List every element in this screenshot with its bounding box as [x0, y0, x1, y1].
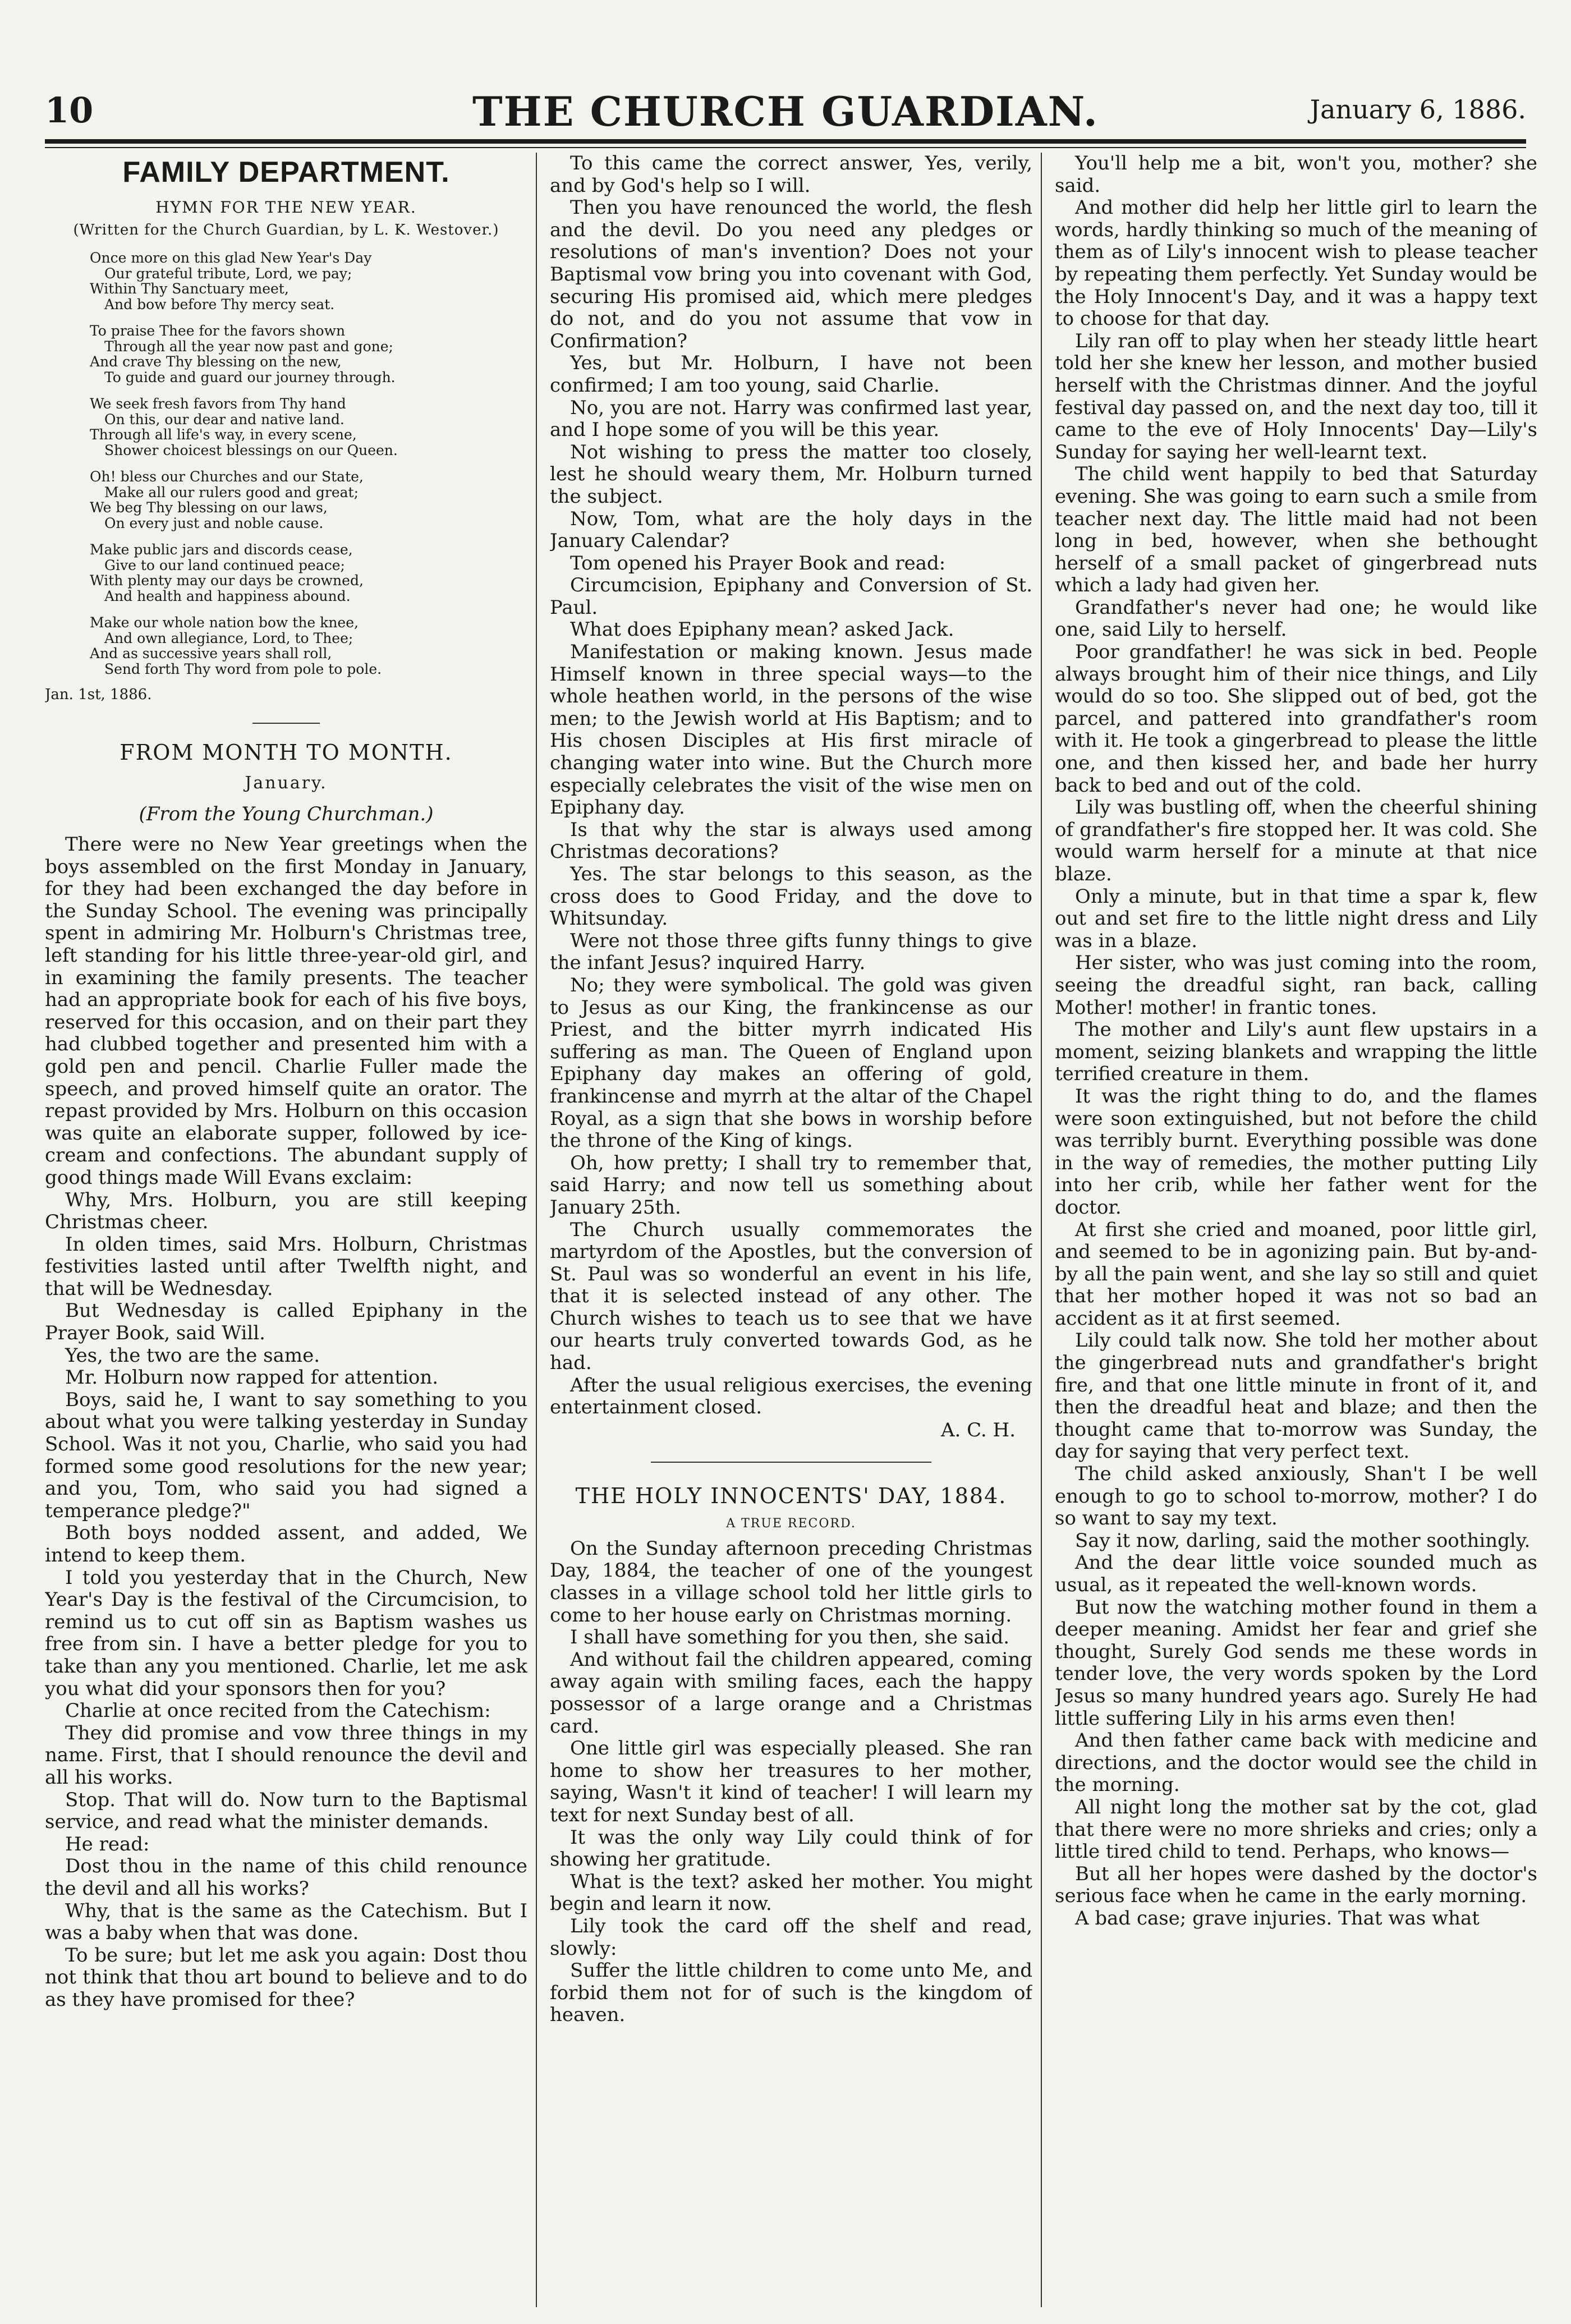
paragraph: Lily ran off to play when her steady little heart told her she knew her lesson, and mother busied herself with the Christmas dinner. And the joyful festival day passed on, and the next day too, till it came to the eve of Holy Innocents' Day—Lily's Sunday for saying her well-learnt text.	[1055, 329, 1537, 463]
paragraph: And the dear little voice sounded much as usual, as it repeated the well-known words.	[1055, 1551, 1537, 1596]
paragraph: What does Epiphany mean? asked Jack.	[570, 618, 954, 641]
paragraph: And mother did help her little girl to learn the words, hardly thinking so much of the meaning of them as of Lily's innocent wish to please teacher by repeating them perfectly. Yet Sunday would be the Holy Innocent's Day, and it was a happy text to choose for that day.	[1055, 196, 1537, 330]
poem-stanza	[45, 323, 527, 385]
paragraph: No; they were symbolical. The gold was given to Jesus as our King, the frankincense as our Priest, and the bitter myrrh indicated His suffering as man. The Queen of England upon Epiphany day makes an offering of gold, frankincense and myrrh at the altar of the Chapel Royal, as a sign that she bows in worship before the throne of the King of kings.	[550, 973, 1032, 1152]
paragraph: After the usual religious exercises, the evening entertainment closed.	[550, 1374, 1032, 1419]
poem-line: Our grateful tribute, Lord, we pay;	[104, 265, 352, 282]
poem-stanza	[45, 469, 527, 531]
poem-line: With plenty may our days be crowned,	[90, 572, 364, 589]
paragraph: One little girl was especially pleased. She ran home to show her treasures to her mother, saying, Wasn't it kind of teacher! I will learn my text for next Sunday best of all.	[550, 1737, 1032, 1826]
paragraph: Is that why the star is always used among Christmas decorations?	[550, 818, 1032, 864]
poem-stanza	[45, 542, 527, 604]
poem-line: Once more on this glad New Year's Day	[90, 250, 372, 266]
paragraph: You'll help me a bit, won't you, mother? she said.	[1055, 153, 1537, 197]
paragraph: Suffer the little children to come unto Me, and forbid them not for of such is the kingdom of heaven.	[550, 1959, 1032, 2027]
paragraph: Lily took the card off the shelf and read, slowly:	[550, 1914, 1032, 1960]
paragraph: And then father came back with medicine and directions, and the doctor would see the child in the morning.	[1055, 1729, 1537, 1797]
paragraph: And without fail the children appeared, coming away again with smiling faces, each the happy possessor of a large orange and a Christmas card.	[550, 1648, 1032, 1738]
paper-title: THE CHURCH GUARDIAN.	[472, 88, 1099, 135]
column-3	[1055, 153, 1537, 2307]
poem-line: And health and happiness abound.	[104, 587, 351, 604]
poem-line: Give to our land continued peace;	[104, 557, 345, 573]
section-rule	[651, 1462, 931, 1463]
masthead-rule-thin	[45, 147, 1526, 148]
section-heading: FAMILY DEPARTMENT.	[122, 156, 450, 189]
paragraph: Charlie at once recited from the Catechism:	[65, 1700, 491, 1723]
paragraph: Dost thou in the name of this child renounce the devil and all his works?	[45, 1855, 527, 1900]
paragraph: But all her hopes were dashed by the doctor's serious face when he came in the early morning.	[1055, 1862, 1537, 1908]
paragraph: They did promise and vow three things in my name. First, that I should renounce the devil and all his works.	[45, 1721, 527, 1789]
paragraph: Lily was bustling off, when the cheerful shining of grandfather's fire stopped her. It was cold. She would warm herself for a minute at that nice blaze.	[1055, 796, 1537, 885]
poem-line: To praise Thee for the favors shown	[90, 323, 346, 339]
paragraph: Why, Mrs. Holburn, you are still keeping Christmas cheer.	[45, 1188, 527, 1234]
paragraph: Grandfather's never had one; he would like one, said Lily to herself.	[1055, 596, 1537, 641]
paragraph: On the Sunday afternoon preceding Christmas Day, 1884, the teacher of one of the youngest classes in a village school told her little girls to come to her house early on Christmas morning.	[550, 1537, 1032, 1627]
article-title: FROM MONTH TO MONTH.	[120, 740, 453, 765]
paragraph: Were not those three gifts funny things to give the infant Jesus? inquired Harry.	[550, 929, 1032, 975]
poem-line: And crave Thy blessing on the new,	[90, 353, 342, 370]
article-body	[45, 834, 527, 2011]
poem-line: Through all the year now past and gone;	[104, 338, 393, 355]
paragraph: To be sure; but let me ask you again: Dost thou not think that thou art bound to believe and to do as they have promised for thee?	[45, 1944, 527, 2011]
paragraph: What is the text? asked her mother. You might begin and learn it now.	[550, 1870, 1032, 1916]
poem-line: Oh! bless our Churches and our State,	[90, 469, 364, 485]
paragraph: Yes. The star belongs to this season, as the cross does to Good Friday, and the dove to Whitsunday.	[550, 863, 1032, 930]
paragraph: He read:	[65, 1832, 150, 1855]
paragraph: In olden times, said Mrs. Holburn, Christmas festivities lasted until after Twelfth night, and that will be Wednesday.	[45, 1233, 527, 1300]
article-title: THE HOLY INNOCENTS' DAY, 1884.	[575, 1483, 1007, 1508]
paragraph: Circumcision, Epiphany and Conversion of St. Paul.	[550, 574, 1032, 619]
poem-stanza	[45, 396, 527, 458]
poem-line: Send forth Thy word from pole to pole.	[104, 660, 382, 677]
paragraph: Only a minute, but in that time a spar k, flew out and set fire to the little night dress and Lily was in a blaze.	[1055, 885, 1537, 952]
paragraph: Mr. Holburn now rapped for attention.	[65, 1366, 439, 1389]
poem-line: Shower choicest blessings on our Queen.	[104, 442, 398, 458]
paragraph: Stop. That will do. Now turn to the Baptismal service, and read what the minister demands.	[45, 1788, 527, 1834]
poem-line: And own allegiance, Lord, to Thee;	[104, 630, 353, 646]
poem-stanza	[45, 250, 527, 312]
paragraph: Why, that is the same as the Catechism. But I was a baby when that was done.	[45, 1899, 527, 1945]
paragraph: Both boys nodded assent, and added, We intend to keep them.	[45, 1522, 527, 1567]
paragraph: No, you are not. Harry was confirmed last year, and I hope some of you will be this year.	[550, 396, 1032, 442]
poem-line: Through all life's way, in every scene,	[90, 426, 357, 443]
paragraph: The child asked anxiously, Shan't I be well enough to go to school to-morrow, mother? I do so want to say my text.	[1055, 1463, 1537, 1530]
paragraph: At first she cried and moaned, poor little girl, and seemed to be in agonizing pain. But by-and-by all the pain went, and she lay so still and quiet that her mother hoped it was not so bad an accident as it at first seemed.	[1055, 1218, 1537, 1330]
poem-line: Make our whole nation bow the knee,	[90, 614, 359, 631]
paragraph: The Church usually commemorates the martyrdom of the Apostles, but the conversion of St. Paul was so wonderful an event in his life, that it is selected instead of any other. The Church wishes to teach us to see that we have our hearts truly converted towards God, as he had.	[550, 1218, 1032, 1375]
page-number: 10	[45, 90, 94, 131]
paragraph: It was the only way Lily could think of for showing her gratitude.	[550, 1826, 1032, 1871]
paragraph: Oh, how pretty; I shall try to remember that, said Harry; and now tell us something about January 25th.	[550, 1151, 1032, 1219]
poem-line: On this, our dear and native land.	[104, 411, 344, 428]
paragraph: Poor grandfather! he was sick in bed. People always brought him of their nice things, and Lily would do so too. She slipped out of bed, got the parcel, and pattered into grandfather's room with it. He took a gingerbread to please the little one, and then kissed her, and bade her hurry back to bed and out of the cold.	[1055, 641, 1537, 797]
paragraph: Manifestation or making known. Jesus made Himself known in three special ways—to the whole heathen world, in the persons of the wise men; to the Jewish world at His Baptism; and to His chosen Disciples at His first miracle of changing water into wine. But the Church more especially celebrates the visit of the wise men on Epiphany day.	[550, 641, 1032, 819]
paragraph: The child went happily to bed that Saturday evening. She was going to earn such a smile from teacher next day. The little maid had not been long in bed, however, when she bethought herself of a small packet of gingerbread nuts which a lady had given her.	[1055, 463, 1537, 597]
column-1	[45, 153, 527, 2307]
article-source: (From the Young Churchman.)	[139, 803, 434, 825]
paragraph: Not wishing to press the matter too closely, lest he should weary them, Mr. Holburn turned the subject.	[550, 440, 1032, 508]
paragraph: Lily could talk now. She told her mother about the gingerbread nuts and grandfather's bright fire, and that one little minute in front of it, and then the dreadful heat and blaze; and then the thought came that to-morrow was Sunday, the day for saying that very perfect text.	[1055, 1329, 1537, 1463]
poem-stanza	[45, 615, 527, 677]
issue-date: January 6, 1886.	[1310, 94, 1526, 125]
paragraph: It was the right thing to do, and the flames were soon extinguished, but not before the child was terribly burnt. Everything possible was done in the way of remedies, the mother putting Lily into her crib, while her father went for the doctor.	[1055, 1085, 1537, 1219]
poem-line: Within Thy Sanctuary meet,	[90, 281, 289, 297]
paragraph: Now, Tom, what are the holy days in the January Calendar?	[550, 507, 1032, 553]
column-divider	[1041, 153, 1042, 2307]
poem-line: On every just and noble cause.	[104, 515, 324, 531]
paragraph: Yes, but Mr. Holburn, I have not been confirmed; I am too young, said Charlie.	[550, 352, 1032, 397]
paragraph: There were no New Year greetings when the boys assembled on the first Monday in January, for they had been exchanged the day before in the Sunday School. The evening was principally spent in admiring Mr. Holburn's Christmas tree, left standing for his little three-year-old girl, and in examining the family presents. The teacher had an appropriate book for each of his five boys, reserved for this occasion, and on their part they had clubbed together and presented him with a gold pen and pencil. Charlie Fuller made the speech, and proved himself quite an orator. The repast provided by Mrs. Holburn on this occasion was quite an elaborate supper, followed by ice-cream and confections. The abundant supply of good things made Will Evans exclaim:	[45, 833, 527, 1189]
article-signature: A. C. H.	[940, 1418, 1016, 1441]
poem-credit: (Written for the Church Guardian, by L. K. Westover.)	[73, 222, 499, 238]
masthead	[45, 84, 1526, 135]
article-subtitle: A TRUE RECORD.	[726, 1516, 856, 1531]
paragraph: Then you have renounced the world, the flesh and the devil. Do you need any pledges or resolutions of man's invention? Does not your Baptismal vow bring you into covenant with God, securing His promised aid, which mere pledges do not, and do you not assume that vow in Confirmation?	[550, 196, 1032, 352]
section-rule	[252, 723, 320, 724]
poem-line: We seek fresh favors from Thy hand	[90, 396, 346, 412]
poem-date: Jan. 1st, 1886.	[45, 686, 152, 703]
paragraph: Tom opened his Prayer Book and read:	[570, 552, 946, 575]
paragraph: I told you yesterday that in the Church, New Year's Day is the festival of the Circumcision, to remind us to cut off sin as Baptism washes us free from sin. I have a better pledge for you to take than any you mentioned. Charlie, let me ask you what did your sponsors then for you?	[45, 1566, 527, 1700]
article-body	[1055, 153, 1537, 1930]
poem-line: We beg Thy blessing on our laws,	[90, 499, 328, 516]
paragraph: The mother and Lily's aunt flew upstairs in a moment, seizing blankets and wrapping the little terrified creature in them.	[1055, 1018, 1537, 1086]
poem-line: Make all our rulers good and great;	[104, 484, 359, 500]
column-2	[550, 153, 1032, 2307]
article-body	[550, 153, 1032, 1419]
article-body	[550, 1538, 1032, 2027]
poem-body	[45, 250, 527, 677]
paragraph: All night long the mother sat by the cot, glad that there were no more shrieks and cries; only a little tired child to tend. Perhaps, who knows—	[1055, 1795, 1537, 1863]
poem-line: To guide and guard our journey through.	[104, 369, 396, 385]
paragraph: Yes, the two are the same.	[65, 1344, 320, 1367]
poem-line: Make public jars and discords cease,	[90, 541, 353, 558]
masthead-rule	[45, 139, 1526, 144]
paragraph: To this came the correct answer, Yes, verily, and by God's help so I will.	[550, 153, 1032, 197]
paragraph: But now the watching mother found in them a deeper meaning. Amidst her fear and grief she thought, Surely God sends me these words in tender love, the very words spoken by the Lord Jesus so many hundred years ago. Surely He had little suffering Lily in his arms even then!	[1055, 1596, 1537, 1730]
article-subtitle: January.	[245, 773, 328, 793]
paragraph: Boys, said he, I want to say something to you about what you were talking yesterday in Sunday School. Was it not you, Charlie, who said you had formed some good resolutions for the new year; and you, Tom, who said you had signed a temperance pledge?"	[45, 1388, 527, 1522]
paragraph: Her sister, who was just coming into the room, seeing the dreadful sight, ran back, calling Mother! mother! in frantic tones.	[1055, 952, 1537, 1019]
paragraph: But Wednesday is called Epiphany in the Prayer Book, said Will.	[45, 1299, 527, 1345]
column-divider	[536, 153, 537, 2307]
paragraph: A bad case; grave injuries. That was what	[1075, 1907, 1480, 1930]
poem-title: HYMN FOR THE NEW YEAR.	[155, 198, 417, 217]
poem-line: And bow before Thy mercy seat.	[104, 296, 335, 313]
poem-line: And as successive years shall roll,	[90, 645, 332, 662]
paragraph: I shall have something for you then, she said.	[570, 1626, 1010, 1649]
paragraph: Say it now, darling, said the mother soothingly.	[1075, 1529, 1531, 1552]
